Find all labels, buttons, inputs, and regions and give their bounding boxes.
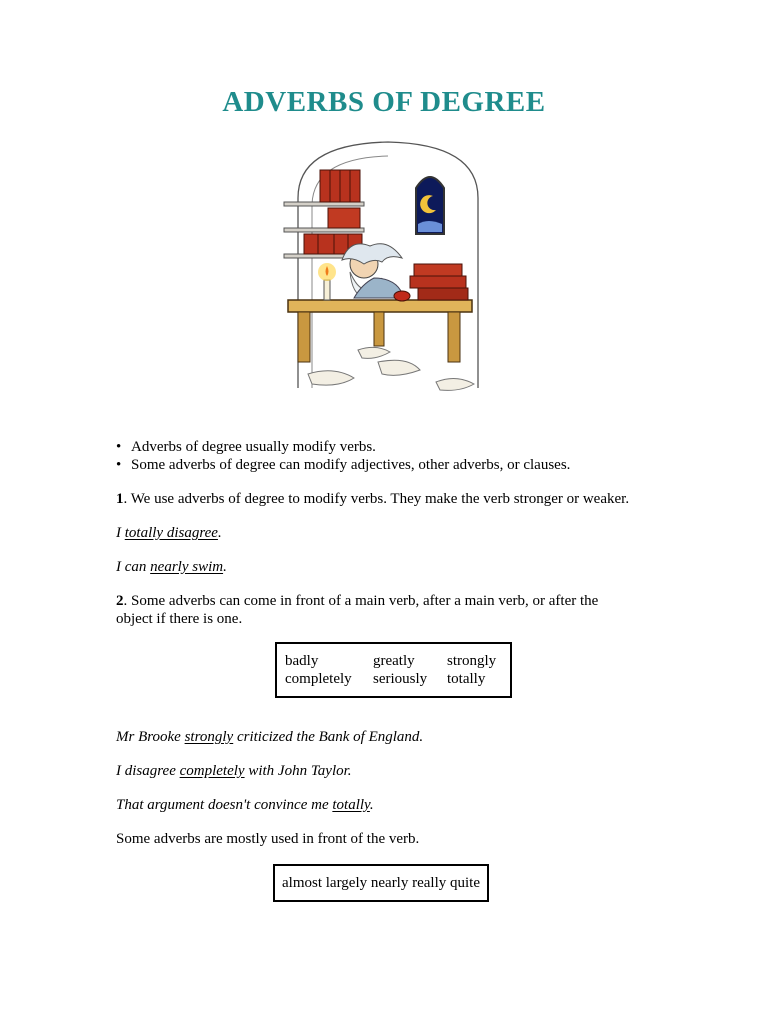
point-text: . We use adverbs of degree to modify verbs. They make the verb stronger or weaker. xyxy=(123,491,630,507)
underlined-phrase: strongly xyxy=(184,729,234,745)
adverb-box-2 xyxy=(273,864,489,902)
bullet-list xyxy=(116,438,570,474)
point-number: 1 xyxy=(116,491,124,507)
example-1: I totally disagree. xyxy=(116,525,222,541)
point-2: 2. Some adverbs can come in front of a main verb, after a main verb, or after the object if there is one. xyxy=(116,593,599,627)
wizard-illustration xyxy=(278,138,490,404)
example-4: I disagree completely with John Taylor. xyxy=(116,763,352,779)
adverb-list: almost largely nearly really quite xyxy=(282,875,480,891)
example-3: Mr Brooke strongly criticized the Bank of England. xyxy=(116,729,424,745)
page-title: ADVERBS OF DEGREE xyxy=(222,86,546,118)
adverb-box-1 xyxy=(275,642,512,698)
underlined-phrase: totally disagree xyxy=(124,525,218,541)
note-text: Some adverbs are mostly used in front of the verb. xyxy=(116,831,420,847)
bullet-item: • Some adverbs of degree can modify adjectives, other adverbs, or clauses. xyxy=(116,456,570,474)
point-1 xyxy=(116,490,629,508)
example-5: That argument doesn't convince me totally. xyxy=(116,797,374,813)
table-row: badly greatly strongly xyxy=(285,653,497,669)
underlined-phrase: totally xyxy=(332,797,370,813)
example-2: I can nearly swim. xyxy=(116,559,227,575)
underlined-phrase: nearly swim xyxy=(150,559,224,575)
adverb-table xyxy=(285,652,502,688)
underlined-phrase: completely xyxy=(179,763,245,779)
table-row: completely seriously totally xyxy=(285,671,486,687)
bullet-item: • Adverbs of degree usually modify verbs. xyxy=(116,438,570,456)
point-number: 2 xyxy=(116,593,124,609)
